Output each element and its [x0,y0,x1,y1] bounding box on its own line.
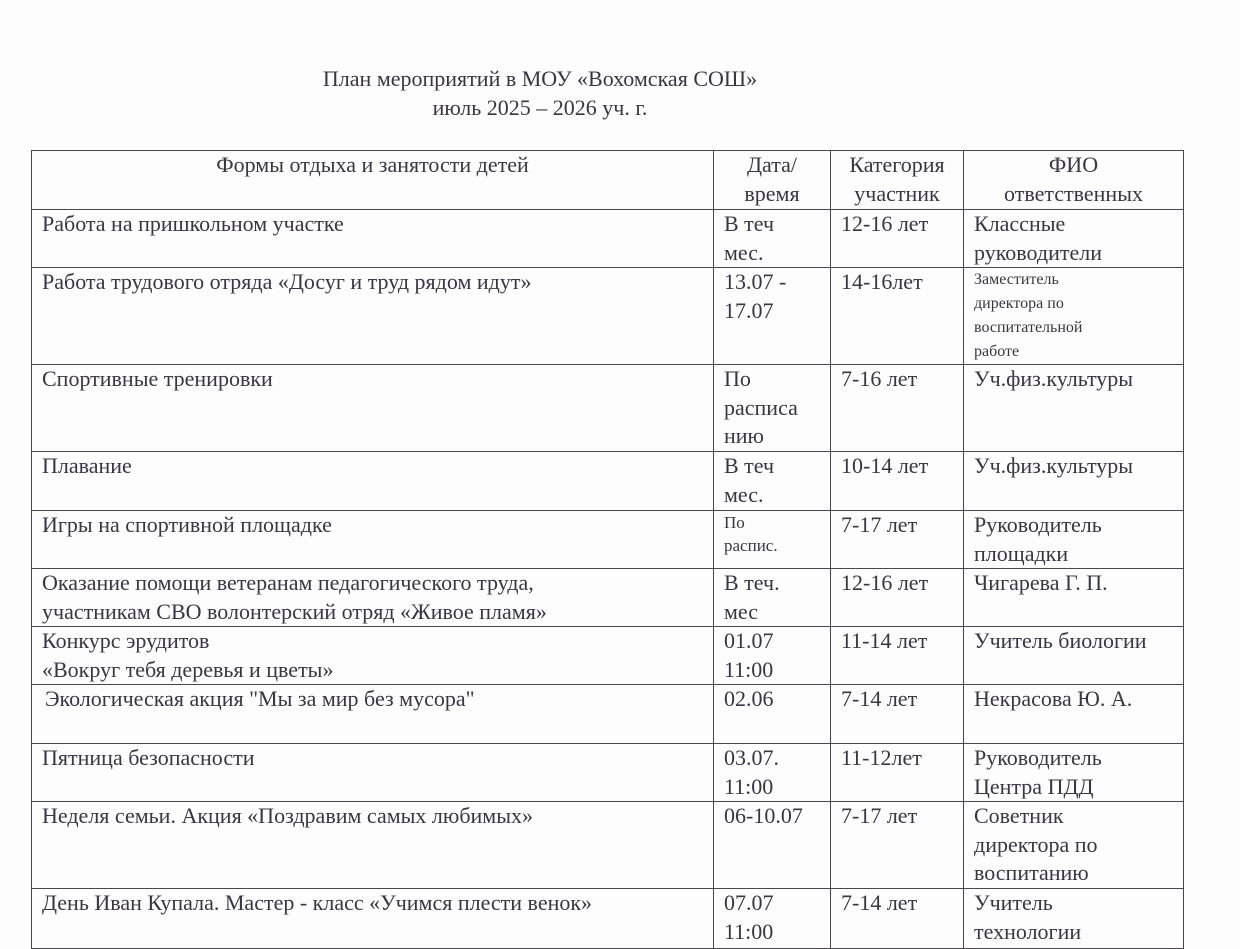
table-row [32,889,1184,949]
cell-activity: Неделя семьи. Акция «Поздравим самых любимых» [32,802,714,889]
cell-activity: День Иван Купала. Мастер - класс «Учимся плести венок» [32,889,714,949]
cell-category: 7-17 лет [831,511,964,569]
cell-responsible: Руководитель площадки [964,511,1184,569]
header-activity: Формы отдыха и занятости детей [32,151,714,210]
cell-activity: Игры на спортивной площадке [32,511,714,569]
cell-responsible: Некрасова Ю. А. [964,685,1184,744]
cell-activity: Экологическая акция "Мы за мир без мусора" [32,685,714,744]
header-category: Категория участник [831,151,964,210]
title-line-1: План мероприятий в МОУ «Вохомская СОШ» [322,66,758,91]
cell-activity: Спортивные тренировки [32,365,714,452]
table-row [32,685,1184,744]
table-row [32,744,1184,802]
cell-date: 13.07 - 17.07 [714,268,831,365]
header-date: Дата/ время [714,151,831,210]
cell-responsible: Уч.физ.культуры [964,365,1184,452]
cell-responsible: Уч.физ.культуры [964,452,1184,511]
cell-category: 10-14 лет [831,452,964,511]
table-row [32,569,1184,627]
cell-date: По расписа нию [714,365,831,452]
cell-responsible: Классные руководители [964,210,1184,268]
cell-category: 7-16 лет [831,365,964,452]
cell-activity: Работа на пришкольном участке [32,210,714,268]
cell-category: 12-16 лет [831,569,964,627]
cell-category: 14-16лет [831,268,964,365]
cell-date: 06-10.07 [714,802,831,889]
cell-date: 02.06 [714,685,831,744]
cell-activity: Пятница безопасности [32,744,714,802]
table-row [32,365,1184,452]
table-row [32,511,1184,569]
title-line-2: июль 2025 – 2026 уч. г. [432,95,648,120]
cell-activity: Плавание [32,452,714,511]
table-row [32,268,1184,365]
cell-responsible: Руководитель Центра ПДД [964,744,1184,802]
table-row [32,452,1184,511]
table-row [32,802,1184,889]
events-table [31,150,1184,949]
table-header-row [32,151,1184,210]
cell-category: 7-14 лет [831,889,964,949]
cell-date: В теч. мес [714,569,831,627]
cell-responsible: Учитель технологии [964,889,1184,949]
cell-category: 7-14 лет [831,685,964,744]
cell-category: 7-17 лет [831,802,964,889]
table-row [32,210,1184,268]
cell-responsible: Учитель биологии [964,627,1184,685]
cell-responsible: Советник директора по воспитанию [964,802,1184,889]
cell-date: 07.07 11:00 [714,889,831,949]
cell-date: По распис. [714,511,831,569]
cell-activity: Работа трудового отряда «Досуг и труд рядом идут» [32,268,714,365]
header-responsible: ФИО ответственных [964,151,1184,210]
cell-activity: Оказание помощи ветеранам педагогического труда, участникам СВО волонтерский отряд «Живое пламя» [32,569,714,627]
cell-category: 11-12лет [831,744,964,802]
page-title [290,64,790,122]
cell-category: 11-14 лет [831,627,964,685]
cell-category: 12-16 лет [831,210,964,268]
cell-activity: Конкурс эрудитов «Вокруг тебя деревья и цветы» [32,627,714,685]
cell-date: 03.07. 11:00 [714,744,831,802]
cell-date: В теч мес. [714,452,831,511]
cell-date: В теч мес. [714,210,831,268]
cell-responsible: Чигарева Г. П. [964,569,1184,627]
cell-date: 01.07 11:00 [714,627,831,685]
cell-responsible: Заместитель директора по воспитательной работе [964,268,1184,365]
table-row [32,627,1184,685]
